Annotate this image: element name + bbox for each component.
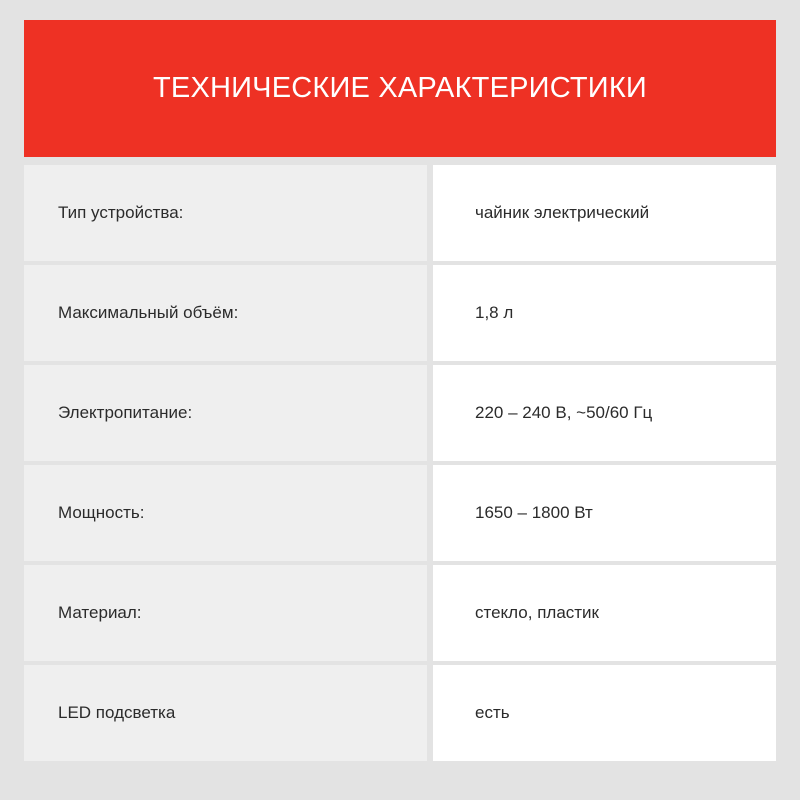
spec-row-led-backlight [24, 665, 776, 761]
spec-label: Материал: [24, 565, 427, 661]
spec-value: 1,8 л [433, 265, 776, 361]
spec-row-max-volume [24, 265, 776, 361]
spec-value: чайник электрический [433, 165, 776, 261]
spec-value: есть [433, 665, 776, 761]
spec-value: 1650 – 1800 Вт [433, 465, 776, 561]
specs-table [24, 165, 776, 761]
page-title: ТЕХНИЧЕСКИЕ ХАРАКТЕРИСТИКИ [153, 72, 647, 104]
spec-row-power [24, 465, 776, 561]
spec-label: LED подсветка [24, 665, 427, 761]
spec-label: Тип устройства: [24, 165, 427, 261]
spec-label: Максимальный объём: [24, 265, 427, 361]
spec-row-device-type [24, 165, 776, 261]
spec-label: Мощность: [24, 465, 427, 561]
specs-header [24, 20, 776, 157]
spec-value: стекло, пластик [433, 565, 776, 661]
spec-value: 220 – 240 В, ~50/60 Гц [433, 365, 776, 461]
spec-row-material [24, 565, 776, 661]
spec-label: Электропитание: [24, 365, 427, 461]
spec-row-power-supply [24, 365, 776, 461]
